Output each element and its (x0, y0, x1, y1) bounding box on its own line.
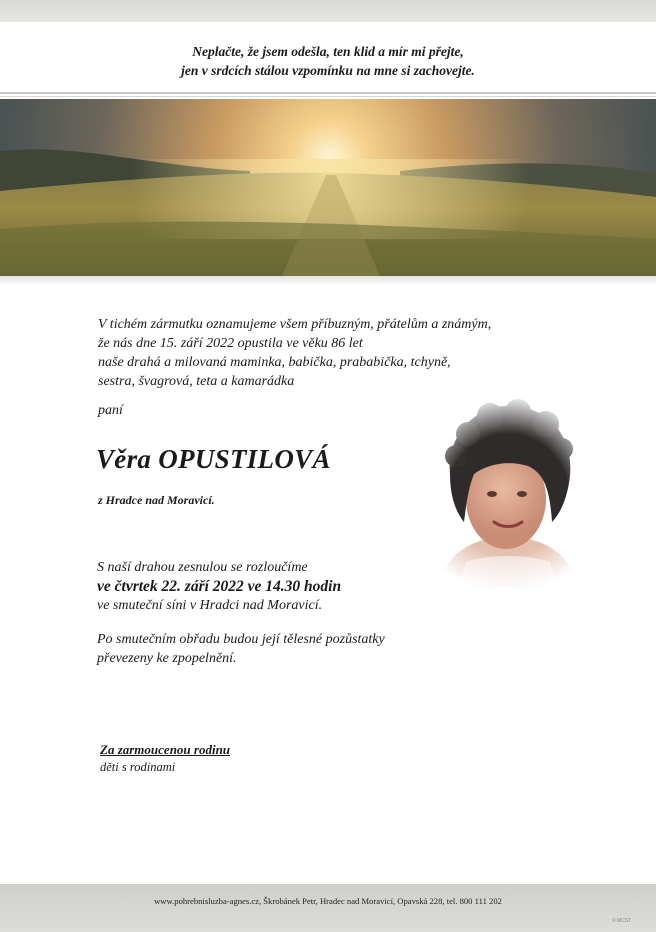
top-band (0, 0, 656, 22)
funeral-venue: ve smuteční síni v Hradci nad Moravicí. (97, 598, 323, 613)
honorific: paní (98, 403, 123, 418)
deceased-name: Věra OPUSTILOVÁ (96, 444, 331, 474)
intro-line-4: sestra, švagrová, teta a kamarádka (98, 374, 295, 389)
announcement-text (98, 315, 558, 391)
footer-band (0, 884, 656, 932)
intro-line-1: V tichém zármutku oznamujeme všem příbuzným, přátelům a známým, (98, 317, 492, 332)
funeral-details (97, 558, 417, 615)
cremation-note (97, 630, 437, 668)
intro-line-3: naše drahá a milovaná maminka, babička, prababička, tchyně, (98, 355, 451, 370)
footer-contact: www.pohrebnisluzba-agnes.cz, Škrobánek Petr, Hradec nad Moravicí, Opavská 228, tel. 800 111 202 (154, 896, 502, 906)
motto-verse (0, 42, 656, 80)
portrait-photo (428, 394, 588, 589)
sunset-field-image (0, 99, 656, 276)
family-heading: Za zarmoucenou rodinu (100, 742, 231, 757)
banner-fade (0, 276, 656, 286)
funeral-date-time: ve čtvrtek 22. září 2022 ve 14.30 hodin (97, 578, 342, 595)
divider-line (0, 92, 656, 94)
after-line-1: Po smutečním obřadu budou její tělesné pozůstatky (97, 632, 385, 647)
motto-line-2: jen v srdcích stálou vzpomínku na mne si zachovejte. (181, 63, 475, 78)
intro-line-2: že nás dne 15. září 2022 opustila ve věku 86 let (98, 336, 363, 351)
after-line-2: převezeny ke zpopelnění. (97, 651, 237, 666)
divider-line-thin (0, 96, 656, 97)
footer-mark: © MCST (612, 918, 632, 924)
hometown: z Hradce nad Moravicí. (98, 493, 215, 507)
motto-line-1: Neplačte, že jsem odešla, ten klid a mír mi přejte, (192, 44, 464, 59)
family-signature: děti s rodinami (100, 760, 176, 774)
farewell-line-1: S naší drahou zesnulou se rozloučíme (97, 560, 308, 575)
